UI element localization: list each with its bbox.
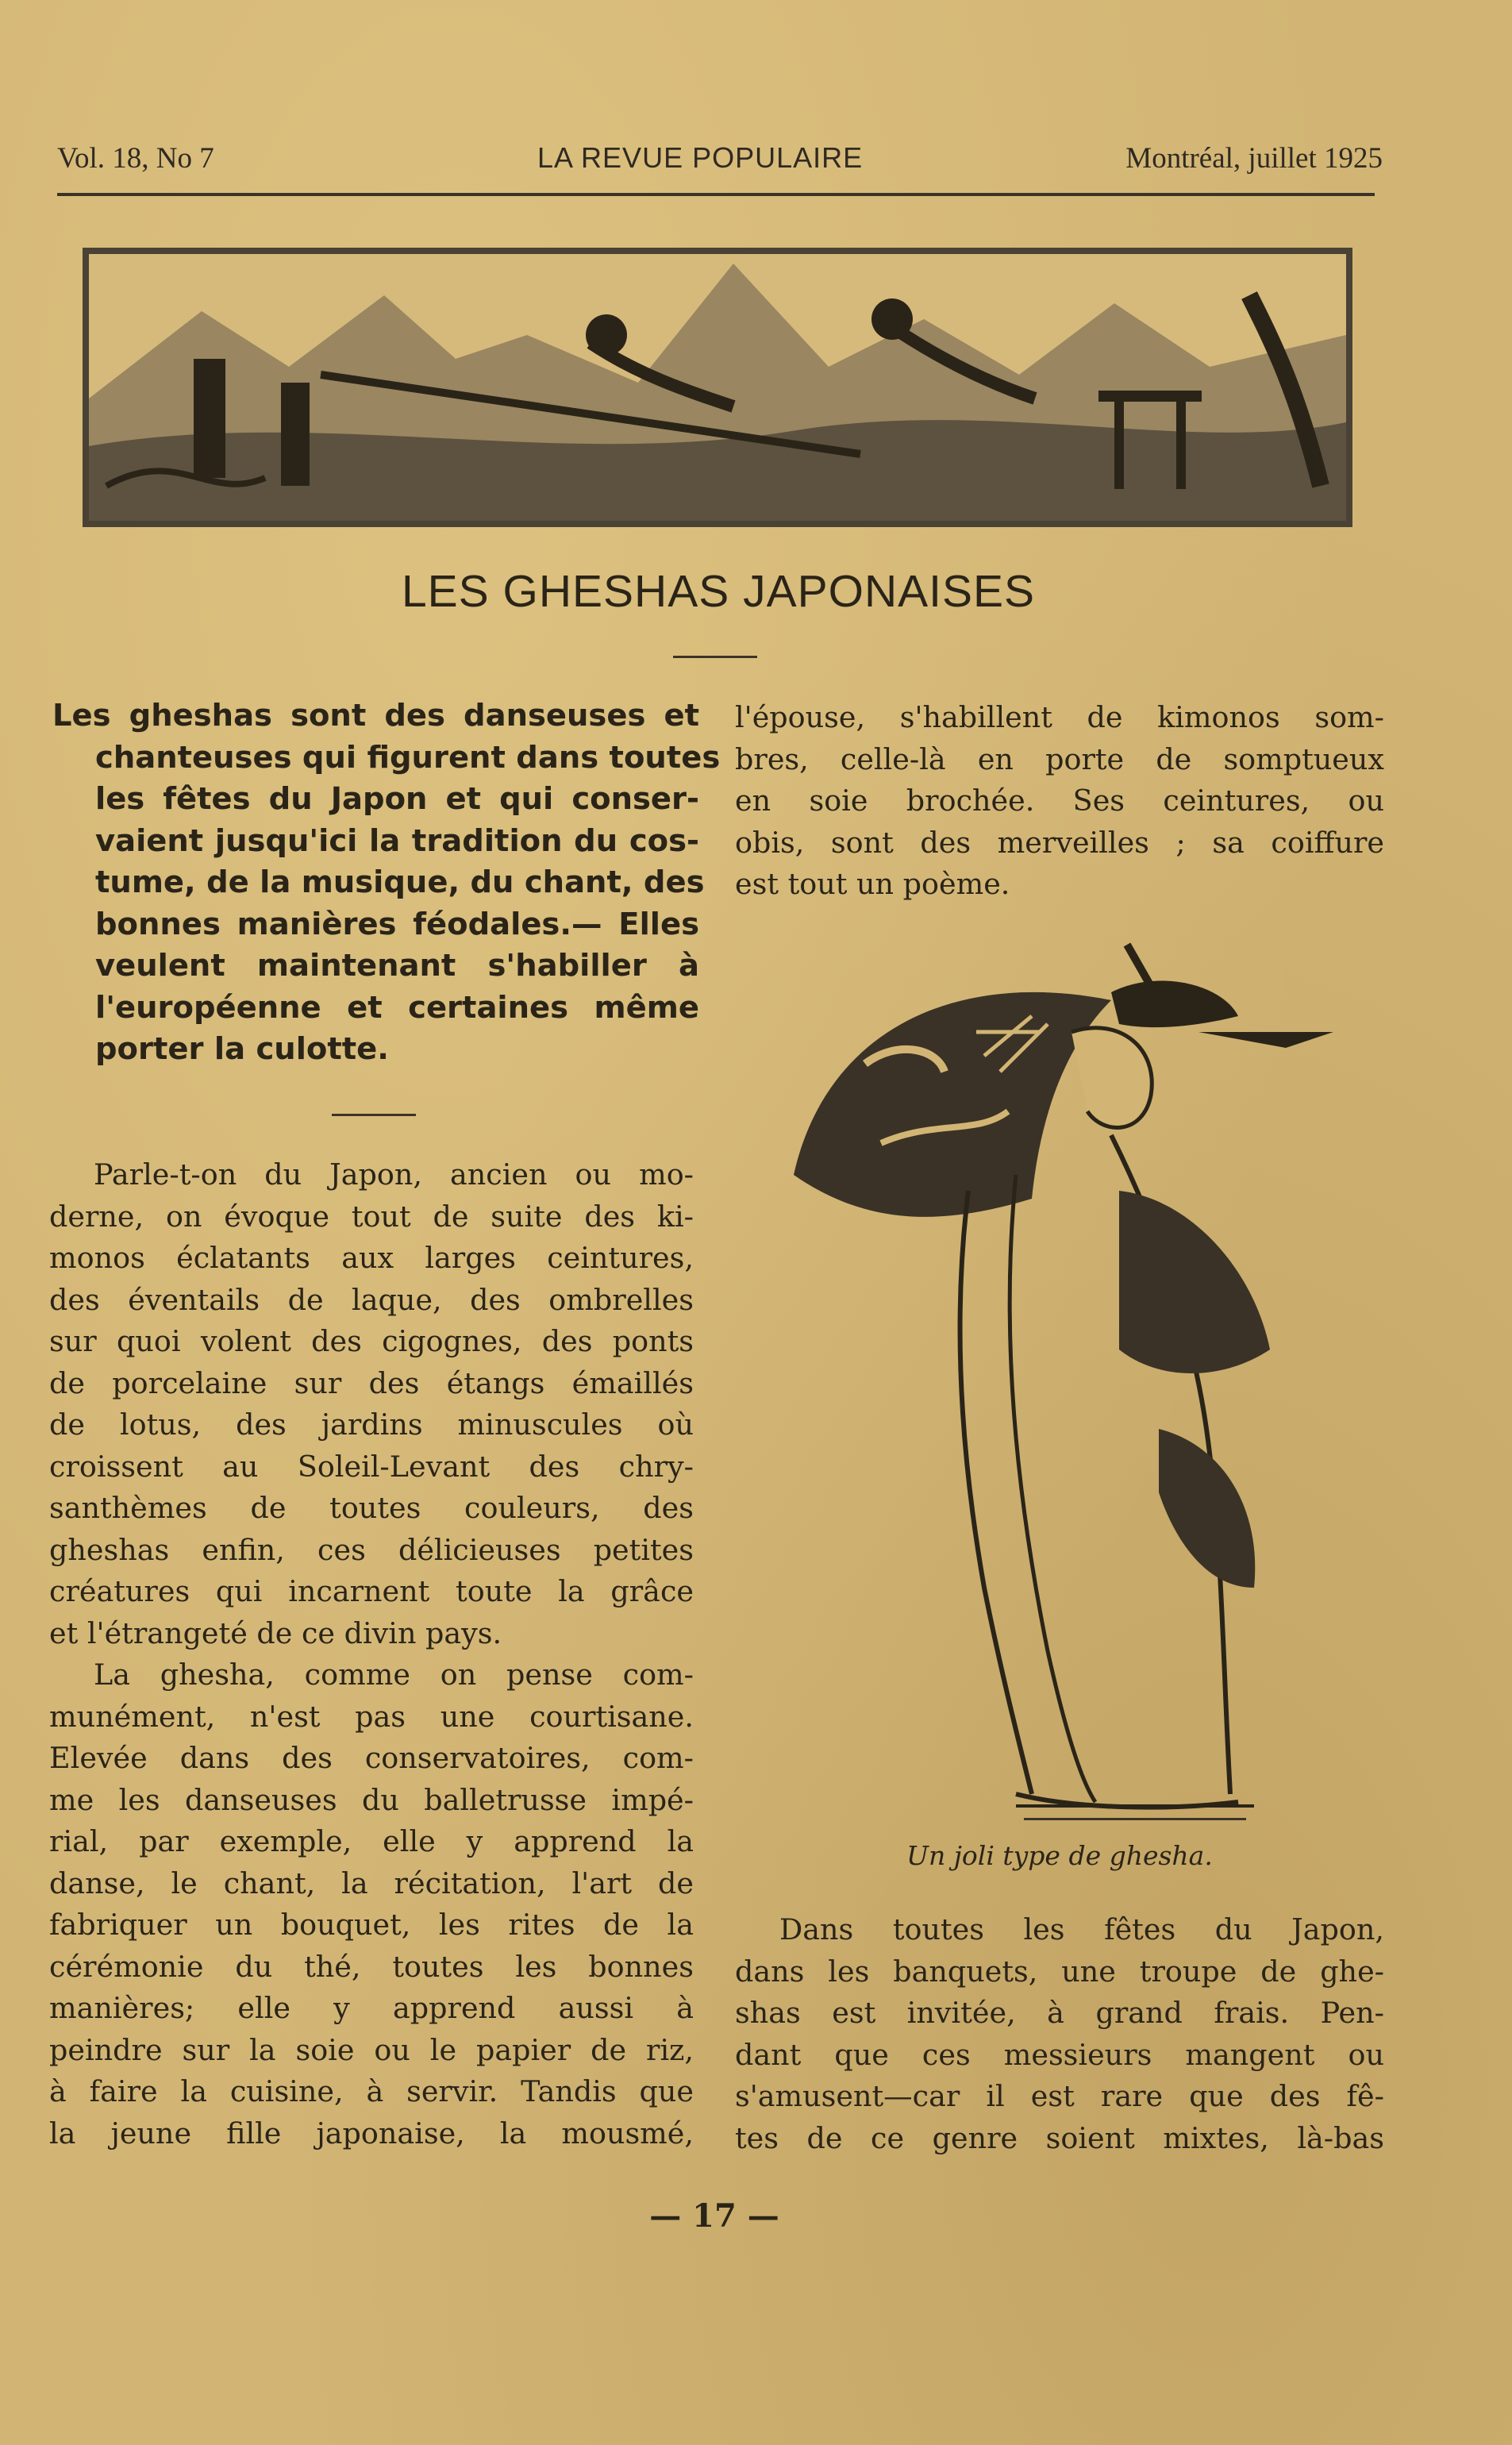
text-line: créatures qui incarnent toute la grâce	[49, 1574, 694, 1608]
lead-line: les fêtes du Japon et qui conser-	[95, 781, 699, 817]
text-line: obis, sont des merveilles ; sa coiffure	[735, 825, 1384, 860]
text-line: La ghesha, comme on pense com-	[94, 1658, 694, 1692]
text-line: des éventails de laque, des ombrelles	[49, 1282, 694, 1317]
text-line: munément, n'est pas une courtisane.	[49, 1699, 694, 1734]
place-date: Montréal, juillet 1925	[1125, 142, 1383, 175]
text-line: manières; elle y apprend aussi à	[49, 1991, 694, 2025]
lead-line: l'européenne et certaines même	[95, 989, 699, 1026]
text-line: la jeune fille japonaise, la mousmé,	[49, 2116, 694, 2150]
text-line: de porcelaine sur des étangs émaillés	[49, 1365, 694, 1400]
text-line: croissent au Soleil-Levant des chry-	[49, 1449, 694, 1484]
text-line: et l'étrangeté de ce divin pays.	[49, 1615, 502, 1650]
text-line: rial, par exemple, elle y apprend la	[49, 1824, 694, 1858]
text-line: s'amusent—car il est rare que des fê-	[735, 2079, 1384, 2113]
text-line: de lotus, des jardins minuscules où	[49, 1407, 694, 1442]
text-line: fabriquer un bouquet, les rites de la	[49, 1908, 694, 1942]
text-line: bres, celle-là en porte de somptueux	[735, 741, 1384, 776]
lead-line: chanteuses qui figurent dans toutes	[95, 739, 721, 776]
text-line: est tout un poème.	[735, 867, 1010, 901]
japanese-landscape-banner-illustration	[83, 248, 1352, 527]
text-line: Dans toutes les fêtes du Japon,	[779, 1912, 1384, 1946]
text-line: monos éclatants aux larges ceintures,	[49, 1241, 694, 1275]
text-line: sur quoi volent des cigognes, des ponts	[49, 1324, 694, 1358]
lead-line: vaient jusqu'ici la tradition du cos-	[95, 822, 699, 859]
text-line: en soie brochée. Ses ceintures, ou	[735, 784, 1384, 818]
text-line: l'épouse, s'habillent de kimonos som-	[735, 700, 1384, 734]
lead-line: veulent maintenant s'habiller à	[95, 948, 699, 984]
header-rule	[57, 193, 1375, 196]
text-line: Parle-t-on du Japon, ancien ou mo-	[94, 1157, 694, 1192]
right-column-text-bottom	[735, 1909, 1384, 2159]
text-line: tes de ce genre soient mixtes, là-bas	[735, 2120, 1384, 2155]
title-rule	[673, 656, 757, 658]
lead-line: porter la culotte.	[95, 1031, 389, 1067]
lead-line: bonnes manières féodales.— Elles	[95, 906, 699, 942]
page-number: — 17 —	[649, 2197, 779, 2235]
article-lead	[52, 695, 721, 1071]
text-line: dant que ces messieurs mangent ou	[735, 2037, 1384, 2072]
right-column-text-top	[735, 697, 1384, 906]
text-line: Elevée dans des conservatoires, com-	[49, 1741, 694, 1775]
text-line: santhèmes de toutes couleurs, des	[49, 1491, 694, 1525]
volume-number: Vol. 18, No 7	[57, 142, 214, 175]
section-rule	[332, 1114, 416, 1116]
lead-line: tume, de la musique, du chant, des	[95, 864, 705, 900]
text-line: à faire la cuisine, à servir. Tandis que	[49, 2074, 694, 2108]
text-line: shas est invitée, à grand frais. Pen-	[735, 1996, 1384, 2030]
left-column-text	[49, 1154, 694, 2154]
figure-rule	[1024, 1818, 1246, 1820]
text-line: dans les banquets, une troupe de ghe-	[735, 1954, 1384, 1989]
text-line: me les danseuses du balletrusse impé-	[49, 1782, 694, 1817]
text-line: gheshas enfin, ces délicieuses petites	[49, 1532, 694, 1567]
text-line: derne, on évoque tout de suite des ki-	[49, 1199, 694, 1234]
lead-line: Les gheshas sont des danseuses et	[52, 698, 699, 734]
article-title: LES GHESHAS JAPONAISES	[401, 566, 1036, 617]
text-line: peindre sur la soie ou le papier de riz,	[49, 2032, 694, 2067]
journal-name: LA REVUE POPULAIRE	[537, 141, 864, 174]
running-head	[57, 141, 1383, 181]
figure-caption: Un joli type de ghesha.	[906, 1840, 1213, 1871]
text-line: cérémonie du thé, toutes les bonnes	[49, 1949, 694, 1984]
text-line: danse, le chant, la récitation, l'art de	[49, 1866, 694, 1900]
ghesha-illustration	[778, 937, 1349, 1826]
